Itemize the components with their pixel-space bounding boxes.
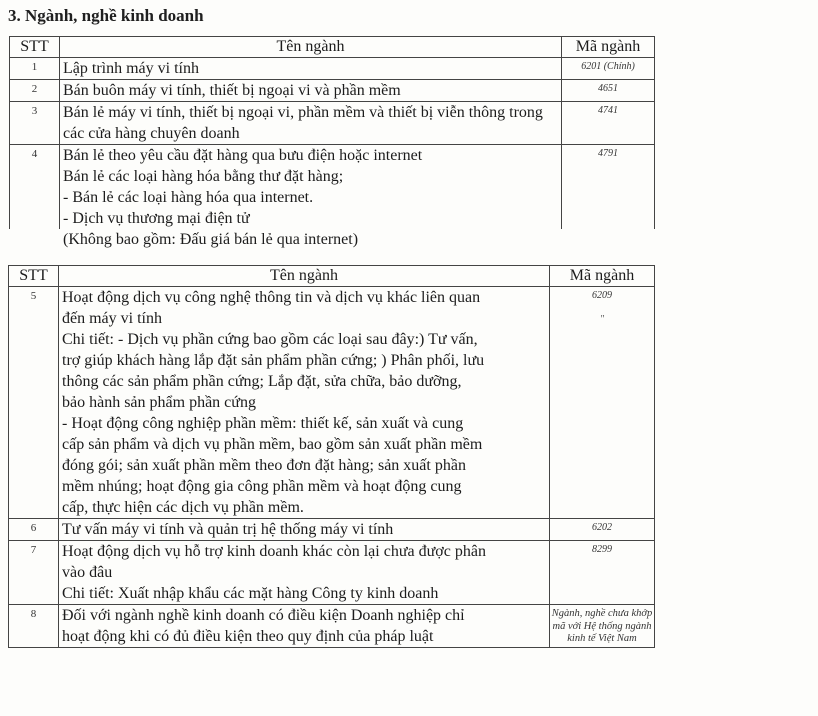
table-row bbox=[9, 605, 655, 648]
header-name: Tên ngành bbox=[60, 37, 562, 58]
row-name: Bán buôn máy vi tính, thiết bị ngoại vi và phần mềm bbox=[60, 80, 562, 102]
row-line: Chi tiết: Xuất nhập khẩu các mặt hàng Công ty kinh doanh bbox=[62, 585, 439, 602]
row-line: Bán lẻ theo yêu cầu đặt hàng qua bưu điện hoặc internet bbox=[63, 147, 423, 164]
section-title: 3. Ngành, nghề kinh doanh bbox=[8, 6, 204, 25]
business-lines-table-1 bbox=[9, 36, 655, 248]
row-line: Hoạt động dịch vụ hỗ trợ kinh doanh khác còn lại chưa được phân bbox=[62, 543, 486, 560]
table-row bbox=[9, 287, 655, 519]
table-header-row bbox=[9, 266, 655, 287]
row-line: (Không bao gồm: Đấu giá bán lẻ qua internet) bbox=[63, 231, 359, 248]
row-line: hoạt động khi có đủ điều kiện theo quy định của pháp luật bbox=[62, 628, 434, 645]
row-line: Đối với ngành nghề kinh doanh có điều kiện Doanh nghiệp chỉ bbox=[62, 607, 465, 624]
header-code: Mã ngành bbox=[562, 37, 655, 58]
row-code: 4651 bbox=[562, 80, 655, 102]
row-line: trợ giúp khách hàng lắp đặt sản phẩm phần cứng; ) Phân phối, lưu bbox=[62, 352, 485, 369]
row-name bbox=[59, 287, 550, 519]
row-name: Bán lẻ máy vi tính, thiết bị ngoại vi, phần mềm và thiết bị viễn thông trong các cửa hàng chuyên doanh bbox=[60, 102, 562, 145]
row-stt: 8 bbox=[9, 605, 59, 648]
header-code: Mã ngành bbox=[550, 266, 655, 287]
row-line: Bán lẻ các loại hàng hóa bằng thư đặt hàng; bbox=[63, 168, 344, 185]
row-code bbox=[550, 287, 655, 519]
row-line: Hoạt động dịch vụ công nghệ thông tin và dịch vụ khác liên quan bbox=[62, 289, 481, 306]
row-line: Chi tiết: - Dịch vụ phần cứng bao gồm các loại sau đây:) Tư vấn, bbox=[62, 331, 478, 348]
row-line: đóng gói; sản xuất phần mềm theo đơn đặt hàng; sản xuất phần bbox=[62, 457, 466, 474]
row-code: 6201 (Chính) bbox=[562, 58, 655, 80]
row-code: 8299 bbox=[550, 541, 655, 605]
table-header-row bbox=[10, 37, 655, 58]
row-stt: 3 bbox=[10, 102, 60, 145]
header-name: Tên ngành bbox=[59, 266, 550, 287]
row-code: Ngành, nghề chưa khớp mã với Hệ thống ngành kinh tế Việt Nam bbox=[550, 605, 655, 648]
row-line: mềm nhúng; hoạt động gia công phần mềm và hoạt động cung bbox=[62, 478, 462, 495]
business-lines-table-2 bbox=[8, 265, 655, 648]
row-code: 4791 bbox=[562, 145, 655, 230]
row-line: đến máy vi tính bbox=[62, 310, 162, 327]
row-stt: 4 bbox=[10, 145, 60, 230]
row-name bbox=[59, 605, 550, 648]
table-row bbox=[9, 519, 655, 541]
row-stt: 1 bbox=[10, 58, 60, 80]
row-name: Lập trình máy vi tính bbox=[60, 58, 562, 80]
row-line: cấp, thực hiện các dịch vụ phần mềm. bbox=[62, 499, 304, 516]
row-name bbox=[60, 145, 562, 248]
row-stt: 7 bbox=[9, 541, 59, 605]
row-code-value: 6209 bbox=[592, 290, 612, 301]
row-line: - Hoạt động công nghiệp phần mềm: thiết kế, sản xuất và cung bbox=[62, 415, 464, 432]
table-row bbox=[10, 102, 655, 145]
table-row bbox=[10, 145, 655, 230]
row-line: bảo hành sản phẩm phần cứng bbox=[62, 394, 256, 411]
header-stt: STT bbox=[10, 37, 60, 58]
row-line: vào đâu bbox=[62, 564, 113, 581]
table-row bbox=[10, 80, 655, 102]
row-line: cấp sản phẩm và dịch vụ phần mềm, bao gồm sản xuất phần mềm bbox=[62, 436, 483, 453]
row-code: 6202 bbox=[550, 519, 655, 541]
row-name bbox=[59, 541, 550, 605]
row-code: 4741 bbox=[562, 102, 655, 145]
row-stt: 6 bbox=[9, 519, 59, 541]
row-stt: 2 bbox=[10, 80, 60, 102]
table-row bbox=[9, 541, 655, 605]
handwritten-mark: " bbox=[599, 314, 605, 325]
row-line: - Bán lẻ các loại hàng hóa qua internet. bbox=[63, 189, 314, 206]
row-line: thông các sản phẩm phần cứng; Lắp đặt, sửa chữa, bảo dưỡng, bbox=[62, 373, 462, 390]
table-row bbox=[10, 58, 655, 80]
row-stt: 5 bbox=[9, 287, 59, 519]
header-stt: STT bbox=[9, 266, 59, 287]
row-name: Tư vấn máy vi tính và quản trị hệ thống máy vi tính bbox=[59, 519, 550, 541]
row-line: - Dịch vụ thương mại điện tử bbox=[63, 210, 250, 227]
